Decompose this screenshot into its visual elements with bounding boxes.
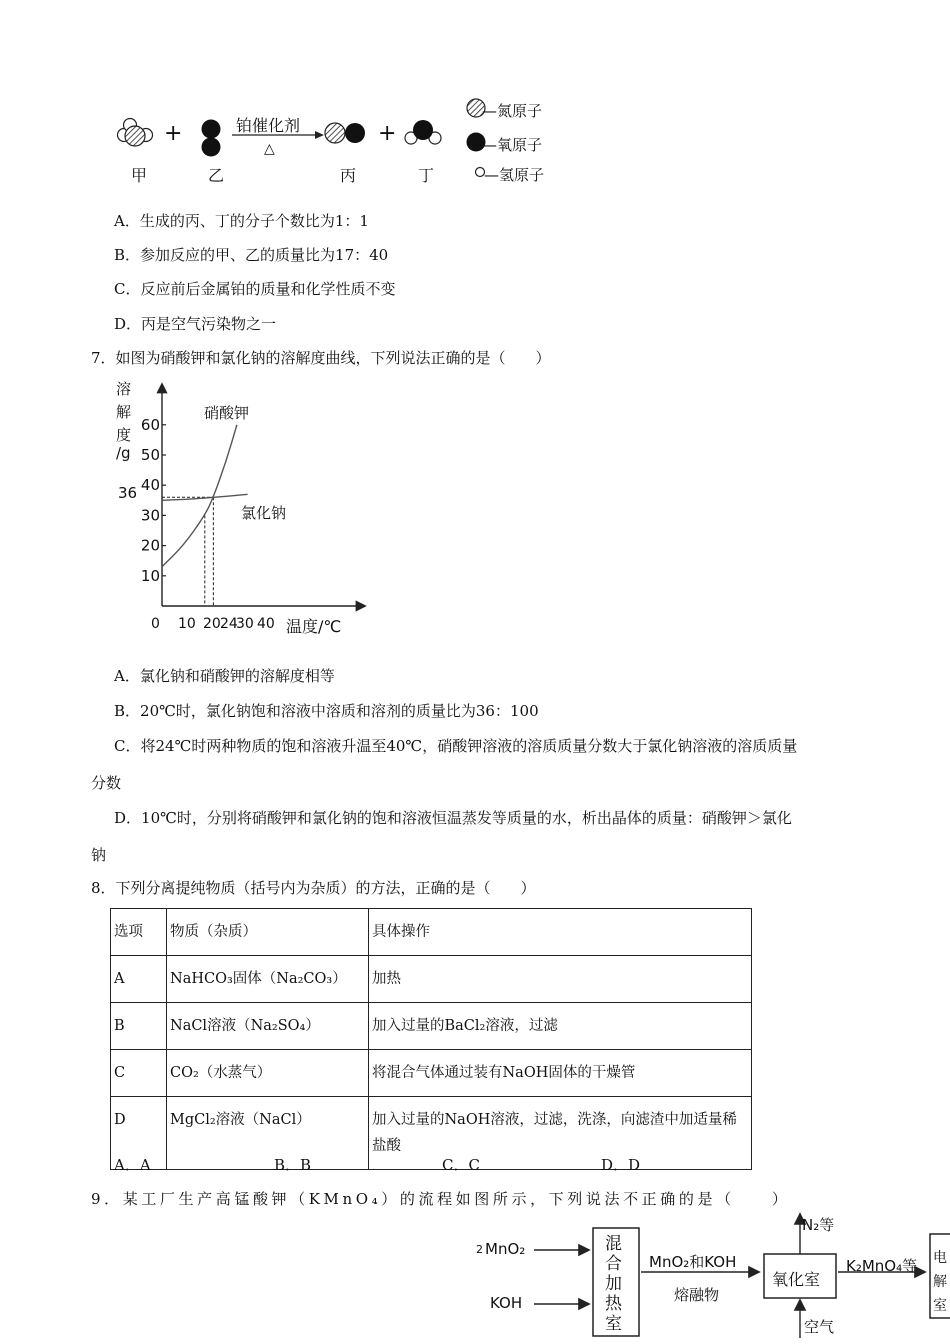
q7-option-c: C．将24℃时两种物质的饱和溶液升温至40℃，硝酸钾溶液的溶质质量分数大于氯化钠溶液的溶质质量 xyxy=(114,737,798,755)
table-cell: 加入过量的BaCl₂溶液，过滤 xyxy=(369,1003,752,1050)
arrow1-bottom-label: 熔融物 xyxy=(674,1286,720,1304)
x-tick-24: 24 xyxy=(220,616,238,632)
q9-stem: 9．某工厂生产高锰酸钾（KMnO₄）的流程如图所示，下列说法不正确的是（ ） xyxy=(91,1190,791,1208)
chart-ylabel-char-2: 解 xyxy=(116,403,132,421)
chart-y-mark-36: 36 xyxy=(118,484,138,502)
table-header-cell: 物质（杂质） xyxy=(167,909,369,956)
table-cell: NaCl溶液（Na₂SO₄） xyxy=(167,1003,369,1050)
table-cell: 将混合气体通过装有NaOH固体的干燥管 xyxy=(369,1050,752,1097)
chart-ylabel-char-1: 溶 xyxy=(116,380,132,398)
q8-stem: 8．下列分离提纯物质（括号内为杂质）的方法，正确的是（ ） xyxy=(91,879,536,897)
table-cell: CO₂（水蒸气） xyxy=(167,1050,369,1097)
legend-oxygen: —氧原子 xyxy=(482,136,543,154)
table-cell: NaHCO₃固体（Na₂CO₃） xyxy=(167,956,369,1003)
table-row xyxy=(111,1050,752,1097)
table-row xyxy=(111,956,752,1003)
label-ding: 丁 xyxy=(418,166,435,185)
input-air-label: 空气 xyxy=(804,1318,835,1336)
table-cell: C xyxy=(111,1050,167,1097)
legend-nitrogen: —氮原子 xyxy=(482,102,543,120)
label-yi: 乙 xyxy=(208,166,225,185)
mixing-heating-chamber-label: 混 合 加 热 室 xyxy=(605,1234,622,1334)
label-bing: 丙 xyxy=(340,166,357,185)
x-tick-0: 0 xyxy=(151,616,160,632)
electrolysis-chamber-label: 电 解 室 xyxy=(933,1250,947,1314)
y-tick-label: 60 xyxy=(140,415,160,434)
table-row xyxy=(111,1003,752,1050)
table-cell: D xyxy=(111,1097,167,1170)
chart-ylabel-char-4: /g xyxy=(116,444,131,462)
table-header-cell: 具体操作 xyxy=(369,909,752,956)
q7-stem: 7．如图为硝酸钾和氯化钠的溶解度曲线，下列说法正确的是（ ） xyxy=(91,349,551,367)
chart-ylabel-char-3: 度 xyxy=(116,426,132,444)
q6-option-d: D．丙是空气污染物之一 xyxy=(114,315,277,333)
series-label-nacl: 氯化钠 xyxy=(241,504,287,522)
q7-option-c-cont: 分数 xyxy=(91,774,122,792)
q7-option-b: B．20℃时，氯化钠饱和溶液中溶质和溶剂的质量比为36：100 xyxy=(114,702,539,720)
x-tick-40: 40 xyxy=(257,616,275,632)
q7-option-a: A．氯化钠和硝酸钾的溶解度相等 xyxy=(114,667,335,685)
molecule-no-icon xyxy=(325,123,365,143)
table-cell: B xyxy=(111,1003,167,1050)
molecule-nh3-icon xyxy=(118,119,153,147)
table-cell: A xyxy=(111,956,167,1003)
y-tick-label: 10 xyxy=(140,566,160,585)
input-mno2: MnO₂ xyxy=(485,1240,526,1258)
q7-option-d-cont: 钠 xyxy=(91,846,107,864)
table-cell: MgCl₂溶液（NaCl） xyxy=(167,1097,369,1170)
q6-option-c: C．反应前后金属铂的质量和化学性质不变 xyxy=(114,280,396,298)
q8-table xyxy=(110,908,752,1170)
q7-option-d: D．10℃时，分别将硝酸钾和氯化钠的饱和溶液恒温蒸发等质量的水，析出晶体的质量：硝酸钾＞氯化 xyxy=(114,809,792,827)
q9-flow-diagram xyxy=(470,1210,950,1344)
q8-answer-a: A．A xyxy=(114,1156,151,1174)
molecule-o2-icon xyxy=(202,120,221,157)
x-tick-30: 30 xyxy=(236,616,254,632)
heat-symbol: △ xyxy=(264,141,275,157)
label-jia: 甲 xyxy=(131,166,148,185)
mno2-coefficient: 2 xyxy=(476,1243,483,1256)
q6-option-b: B．参加反应的甲、乙的质量比为17：40 xyxy=(114,246,389,264)
y-tick-label: 20 xyxy=(140,536,160,555)
table-header-row xyxy=(111,909,752,956)
series-label-kno3: 硝酸钾 xyxy=(204,404,250,422)
catalyst-label: 铂催化剂 xyxy=(236,116,301,135)
legend-hydrogen: —氢原子 xyxy=(484,166,545,184)
arrow1-top-label: MnO₂和KOH xyxy=(649,1253,737,1271)
plus-sign-1: + xyxy=(164,121,183,146)
x-tick-10: 10 xyxy=(178,616,196,632)
arrow2-top-label: K₂MnO₄等 xyxy=(846,1257,918,1275)
molecule-h2o-icon xyxy=(405,120,441,144)
plus-sign-2: + xyxy=(378,121,397,146)
q8-answer-d: D．D xyxy=(601,1156,641,1174)
q8-answer-b: B．B xyxy=(274,1156,312,1174)
table-cell: 加热 xyxy=(369,956,752,1003)
table-row xyxy=(111,1097,752,1170)
q6-option-a: A．生成的丙、丁的分子个数比为1：1 xyxy=(114,212,369,230)
y-tick-label: 40 xyxy=(140,476,160,495)
chart-xlabel: 温度/℃ xyxy=(286,617,342,636)
oxidation-chamber-label: 氧化室 xyxy=(772,1270,821,1289)
q8-answer-c: C．C xyxy=(442,1156,480,1174)
y-tick-label: 30 xyxy=(140,506,160,525)
table-header-cell: 选项 xyxy=(111,909,167,956)
x-tick-20: 20 xyxy=(203,616,221,632)
y-tick-label: 50 xyxy=(140,446,160,464)
output-n2-label: N₂等 xyxy=(802,1216,835,1234)
table-cell: 加入过量的NaOH溶液，过滤，洗涤，向滤渣中加适量稀盐酸 xyxy=(369,1097,752,1170)
input-koh: KOH xyxy=(490,1294,523,1312)
